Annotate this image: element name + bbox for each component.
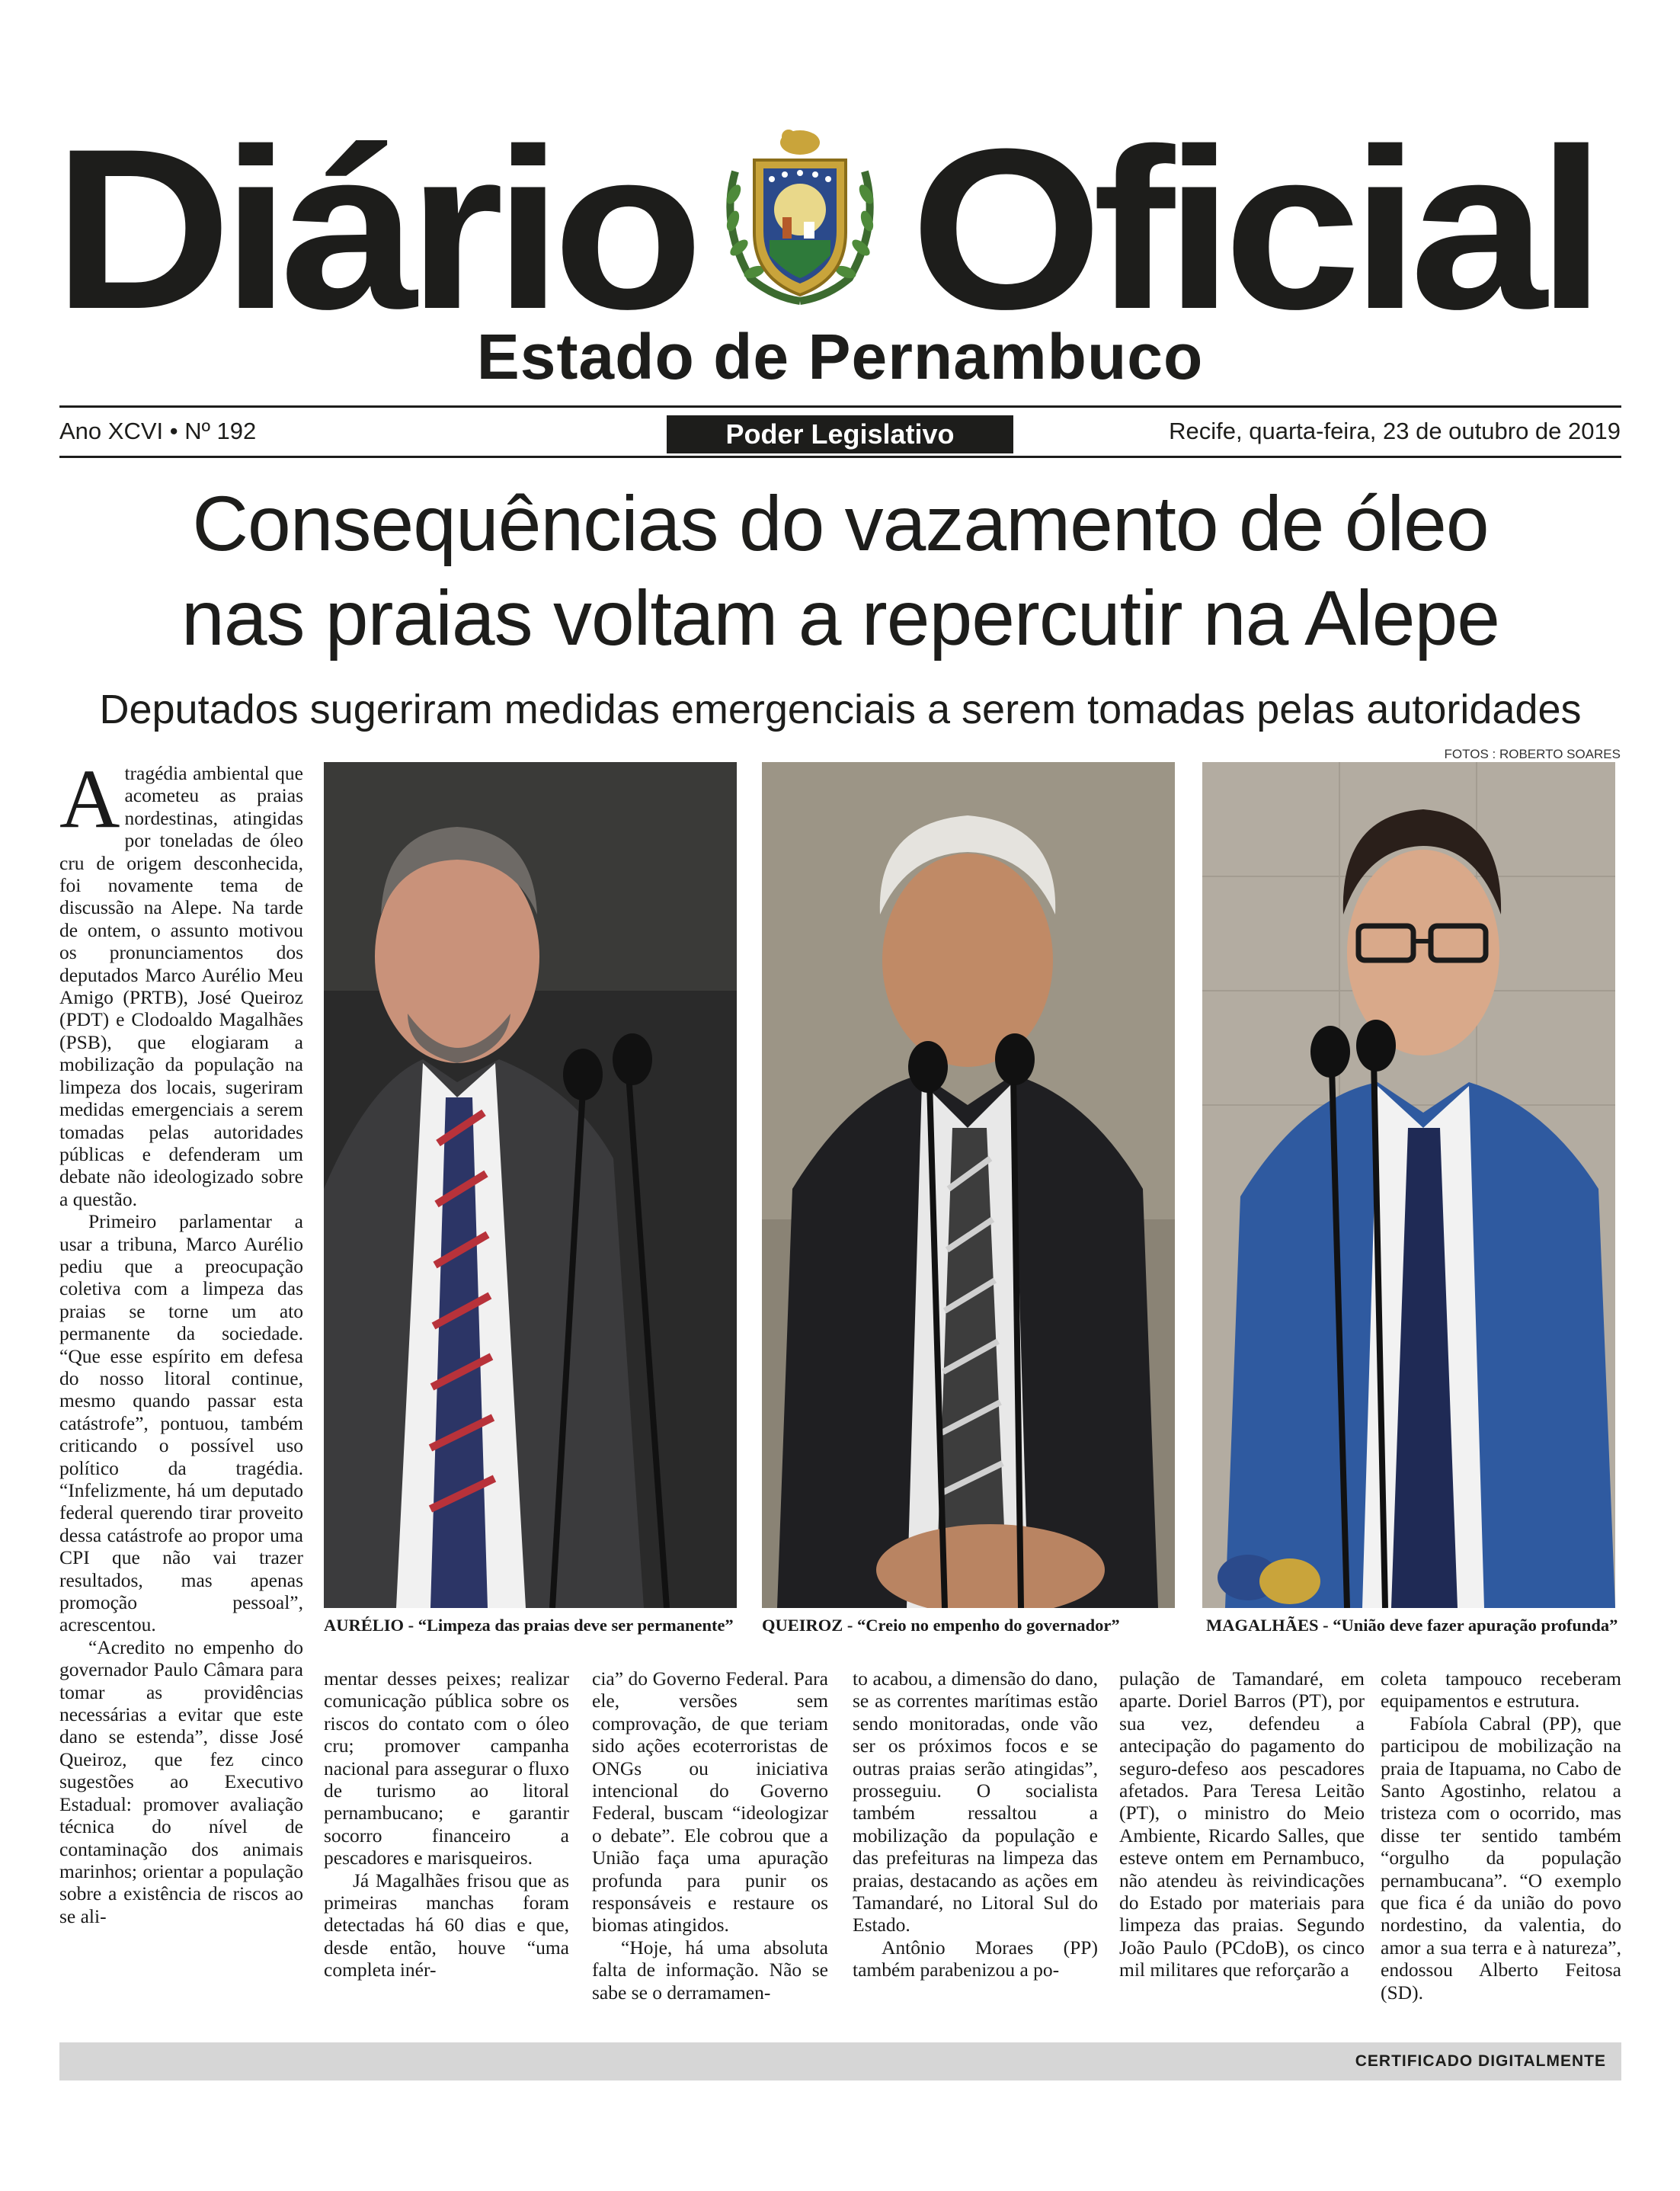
- masthead-bottom-rule: [59, 456, 1621, 458]
- paragraph: Fabíola Cabral (PP), que participou de mobilização na praia de Itapuama, no Cabo de Santo Agostinho, relatou a tristeza com o ocorrido, mas disse ter sentido também “orgulho da população pernambucana”. “O exemplo que fica é da união do povo nordestino, da valentia, do amor a sua terra e à natureza”, endossou Alberto Feitosa (SD).: [1381, 1712, 1621, 2004]
- paragraph: Já Magalhães frisou que as primeiras manchas foram detectadas há 60 dias e que, desde então, houve “uma completa inér-: [324, 1869, 569, 1981]
- paragraph: mentar desses peixes; realizar comunicação pública sobre os riscos do contato com o óleo cru; promover campanha nacional para assegurar o fluxo de turismo ao litoral pernambucano; e garantir socorro financeiro a pescadores e marisqueiros.: [324, 1667, 569, 1869]
- photo-caption-magalhaes: MAGALHÃES - “União deve fazer apuração profunda”: [1206, 1616, 1618, 1635]
- drop-cap: A: [59, 752, 120, 845]
- paragraph: A tragédia ambiental que acometeu as praias nordestinas, atingidas por toneladas de óleo cru de origem desconhecida, foi novamente tema de discussão na Alepe. Na tarde de ontem, o assunto motivou os pronunciamentos dos deputados Marco Aurélio Meu Amigo (PRTB), José Queiroz (PDT) e Clodoaldo Magalhães (PSB), que elogiaram a mobilização da população na limpeza dos locais, sugeriram medidas emergenciais a serem tomadas pelas autoridades públicas e defenderam um debate não ideologizado sobre a questão.: [59, 752, 303, 1210]
- headline: [59, 476, 1621, 665]
- photo-magalhaes: [1202, 762, 1615, 1608]
- masthead-top-rule: [59, 405, 1621, 408]
- footer-bar: [59, 2042, 1621, 2080]
- article-column-5: [1119, 1667, 1365, 1981]
- masthead-subtitle: Estado de Pernambuco: [476, 321, 1204, 392]
- paragraph: “Hoje, há uma absoluta falta de informação. Não se sabe se o derramamen-: [592, 1936, 828, 2004]
- article-column-4: [853, 1667, 1098, 1981]
- branch-label: Poder Legislativo: [667, 415, 1013, 453]
- photo-queiroz: [762, 762, 1175, 1608]
- article-column-2: [324, 1667, 569, 1981]
- edition-number: Ano XCVI • Nº 192: [59, 418, 257, 444]
- article-column-1: [59, 752, 303, 1927]
- photo-caption-aurelio: AURÉLIO - “Limpeza das praias deve ser permanente”: [324, 1616, 734, 1635]
- masthead-title-right: Oficial: [910, 101, 1596, 357]
- photo-caption-queiroz: QUEIROZ - “Creio no empenho do governador”: [762, 1616, 1120, 1635]
- paragraph: “Acredito no empenho do governador Paulo Câmara para tomar as providências necessárias a evitar que este dano se estenda”, disse José Queiroz, que fez cinco sugestões ao Executivo Estadual: promover avaliação técnica do nível de contaminação dos animais marinhos; orientar a população sobre a existência de riscos ao se ali-: [59, 1635, 303, 1927]
- paragraph: pulação de Tamandaré, em aparte. Doriel Barros (PT), por sua vez, defendeu a antecipação do pagamento do seguro-defeso aos pescadores afetados. Para Teresa Leitão (PT), o ministro do Meio Ambiente, Ricardo Salles, que esteve ontem em Pernambuco, não atendeu às reivindicações do Estado por materiais para limpeza das praias. Segundo João Paulo (PCdoB), os cinco mil militares que reforçarão a: [1119, 1667, 1365, 1981]
- photo-credit: FOTOS : ROBERTO SOARES: [1444, 747, 1621, 761]
- paragraph: Primeiro parlamentar a usar a tribuna, Marco Aurélio pediu que a preocupação coletiva com a limpeza das praias se torne um ato permanente da sociedade. “Que esse espírito em defesa do nosso litoral continue, mesmo quando passar esta catástrofe”, pontuou, também criticando o possível uso político da tragédia. “Infelizmente, há um deputado federal querendo tirar proveito dessa catástrofe ao propor uma CPI que não vai trazer resultados, mas apenas promoção pessoal”, acrescentou.: [59, 1210, 303, 1636]
- paragraph: Antônio Moraes (PP) também parabenizou a po-: [853, 1936, 1098, 1981]
- masthead-title-left: Diário: [53, 101, 694, 357]
- photo-aurelio: [324, 762, 737, 1608]
- article-column-6: [1381, 1667, 1621, 2004]
- publication-date: Recife, quarta-feira, 23 de outubro de 2019: [1169, 418, 1621, 444]
- pernambuco-coat-of-arms-icon: [712, 126, 888, 309]
- masthead: [0, 0, 1680, 450]
- paragraph: cia” do Governo Federal. Para ele, versões sem comprovação, de que teriam sido ações ecoterroristas de ONGs ou iniciativa intencional do Governo Federal, buscam “ideologizar o debate”. Ele cobrou que a União faça uma apuração profunda para punir os responsáveis e restaure os biomas atingidos.: [592, 1667, 828, 1936]
- subheadline: Deputados sugeriram medidas emergenciais a serem tomadas pelas autoridades: [99, 687, 1582, 732]
- headline-line-2: nas praias voltam a repercutir na Alepe: [181, 575, 1499, 661]
- headline-line-1: Consequências do vazamento de óleo: [192, 480, 1489, 567]
- paragraph: to acabou, a dimensão do dano, se as correntes marítimas estão sendo monitoradas, onde vão ser os próximos focos e se outras praias serão atingidas”, prosseguiu. O socialista também ressaltou a mobilização da população e das prefeituras na limpeza das praias, destacando as ações em Tamandaré, no Litoral Sul do Estado.: [853, 1667, 1098, 1936]
- paragraph: coleta tampouco receberam equipamentos e estrutura.: [1381, 1667, 1621, 1712]
- digital-certification-label: CERTIFICADO DIGITALMENTE: [1355, 2052, 1606, 2070]
- article-column-3: [592, 1667, 828, 2004]
